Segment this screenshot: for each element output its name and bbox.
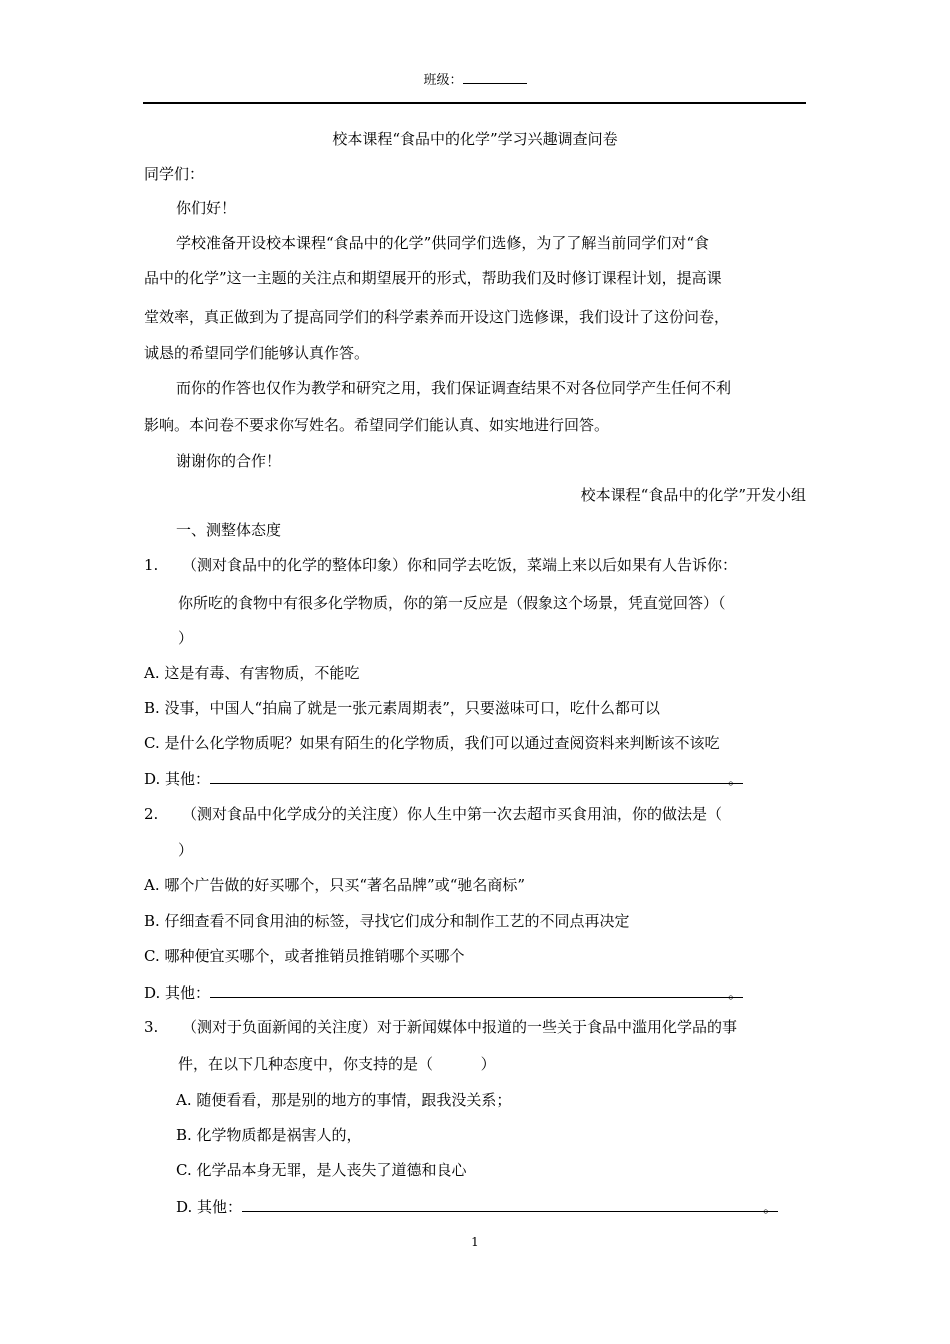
intro-line: 堂效率，真正做到为了提高同学们的科学素养而开设这门选修课，我们设计了这份问卷， [144, 308, 730, 326]
question-text: 你所吃的食物中有很多化学物质，你的第一反应是（假象这个场景，凭直觉回答）（ [178, 594, 726, 612]
question-number: 2. [144, 805, 159, 823]
intro-line: 学校准备开设校本课程“食品中的化学”供同学们选修，为了了解当前同学们对“食 [176, 234, 710, 252]
question-text: ） [178, 629, 194, 647]
option-a: A. 随便看看，那是别的地方的事情，跟我没关系； [176, 1091, 512, 1109]
question-1 [144, 555, 737, 575]
option-a: A. 哪个广告做的好买哪个，只买“著名品牌”或“驰名商标” [144, 876, 526, 894]
option-d [144, 982, 743, 1003]
option-a: A. 这是有毒、有害物质，不能吃 [144, 664, 360, 682]
option-d [144, 768, 743, 789]
option-b: B. 化学物质都是祸害人的， [176, 1126, 362, 1144]
option-d-label: D. 其他： [144, 984, 211, 1002]
option-d-blank[interactable] [210, 982, 743, 998]
question-number: 3. [144, 1018, 159, 1036]
question-3 [144, 1017, 737, 1037]
option-d-period: 。 [728, 770, 744, 788]
class-field [0, 70, 950, 91]
class-label: 班级： [423, 73, 463, 88]
question-text: （测对食品中的化学的整体印象）你和同学去吃饭，菜端上来以后如果有人告诉你： [182, 556, 738, 574]
question-text: （测对食品中化学成分的关注度）你人生中第一次去超市买食用油，你的做法是（ [182, 805, 723, 823]
document-title: 校本课程“食品中的化学”学习兴趣调查问卷 [332, 130, 618, 148]
intro-line: 诚恳的希望同学们能够认真作答。 [144, 344, 370, 362]
option-d-blank[interactable] [242, 1196, 778, 1212]
question-text: 件，在以下几种态度中，你支持的是（ ） [178, 1055, 496, 1073]
option-d-period: 。 [763, 1198, 779, 1216]
option-b: B. 没事，中国人“拍扁了就是一张元素周期表”，只要滋味可口，吃什么都可以 [144, 699, 660, 717]
option-d-period: 。 [728, 984, 744, 1002]
header-rule [143, 102, 806, 104]
question-number: 1. [144, 556, 159, 574]
intro-line: 品中的化学”这一主题的关注点和期望展开的形式，帮助我们及时修订课程计划，提高课 [144, 269, 722, 287]
option-d-blank[interactable] [210, 768, 743, 784]
option-c: C. 哪种便宜买哪个，或者推销员推销哪个买哪个 [144, 947, 465, 965]
option-d [176, 1196, 778, 1217]
privacy-line: 影响。本问卷不要求你写姓名。希望同学们能认真、如实地进行回答。 [144, 416, 610, 434]
class-blank[interactable] [463, 70, 527, 84]
option-d-label: D. 其他： [144, 770, 211, 788]
thanks: 谢谢你的合作！ [176, 452, 282, 470]
salutation: 同学们： [144, 165, 205, 183]
question-2 [144, 804, 722, 824]
option-d-label: D. 其他： [176, 1198, 243, 1216]
option-c: C. 化学品本身无罪，是人丧失了道德和良心 [176, 1161, 467, 1179]
page-number: 1 [471, 1235, 479, 1249]
question-text: （测对于负面新闻的关注度）对于新闻媒体中报道的一些关于食品中滥用化学品的事 [182, 1018, 738, 1036]
greeting: 你们好！ [176, 199, 237, 217]
signature: 校本课程“食品中的化学”开发小组 [580, 486, 806, 504]
option-b: B. 仔细查看不同食用油的标签，寻找它们成分和制作工艺的不同点再决定 [144, 912, 630, 930]
question-text: ） [178, 841, 194, 859]
privacy-line: 而你的作答也仅作为教学和研究之用，我们保证调查结果不对各位同学产生任何不利 [176, 379, 732, 397]
option-c: C. 是什么化学物质呢？如果有陌生的化学物质，我们可以通过查阅资料来判断该不该吃 [144, 734, 720, 752]
section-title: 一、测整体态度 [176, 521, 282, 539]
